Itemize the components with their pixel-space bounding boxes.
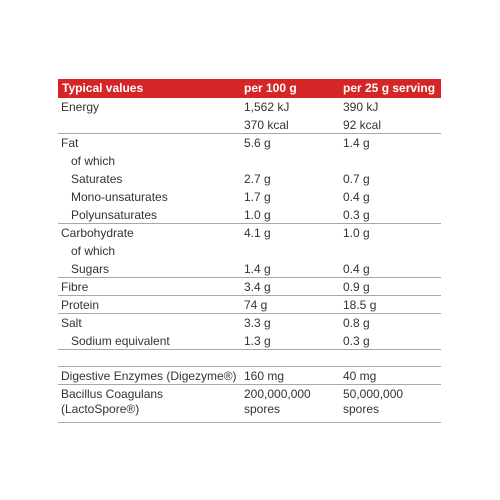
row-label: Energy: [61, 100, 100, 114]
row-per-serving: 0.3 g: [343, 208, 370, 222]
row-per-100g: 1.7 g: [244, 190, 271, 204]
table-row: [58, 296, 441, 314]
table-row: [58, 98, 441, 116]
nutrition-table: [58, 79, 441, 423]
row-label: Mono-unsaturates: [71, 190, 168, 204]
row-label: Bacillus Coagulans (LactoSpore®): [61, 387, 164, 416]
row-label: Sugars: [71, 262, 110, 276]
row-per-serving: 0.4 g: [343, 190, 370, 204]
row-per-100g: 200,000,000 spores: [244, 387, 311, 416]
table-row: [58, 332, 441, 350]
row-label: Fibre: [61, 280, 89, 294]
header-per-100g: per 100 g: [244, 81, 297, 95]
header-typical-values: Typical values: [62, 81, 144, 95]
row-per-serving: 0.7 g: [343, 172, 370, 186]
table-row: [58, 152, 441, 170]
row-label: Fat: [61, 136, 79, 150]
table-row: [58, 260, 441, 278]
row-label: Salt: [61, 316, 82, 330]
table-header: [58, 79, 441, 98]
row-per-serving: 1.0 g: [343, 226, 370, 240]
row-per-100g: 1.3 g: [244, 334, 271, 348]
row-label: Sodium equivalent: [71, 334, 170, 348]
table-row: [58, 170, 441, 188]
table-row: [58, 116, 441, 134]
row-per-100g: 4.1 g: [244, 226, 271, 240]
row-per-serving: 50,000,000 spores: [343, 387, 404, 416]
row-per-serving: 1.4 g: [343, 136, 370, 150]
row-per-100g: 370 kcal: [244, 118, 289, 132]
table-row: [58, 385, 441, 423]
table-row: [58, 278, 441, 296]
row-per-serving: 18.5 g: [343, 298, 377, 312]
header-per-serving: per 25 g serving: [343, 81, 436, 95]
row-label: Saturates: [71, 172, 123, 186]
row-per-serving: 0.9 g: [343, 280, 370, 294]
row-per-100g: 1.4 g: [244, 262, 271, 276]
row-label: Protein: [61, 298, 100, 312]
table-row: [58, 242, 441, 260]
row-per-100g: 160 mg: [244, 369, 285, 383]
row-per-100g: 2.7 g: [244, 172, 271, 186]
table-row: [58, 224, 441, 242]
row-per-serving: 0.8 g: [343, 316, 370, 330]
row-per-100g: 74 g: [244, 298, 268, 312]
row-per-serving: 0.3 g: [343, 334, 370, 348]
row-per-100g: 1.0 g: [244, 208, 271, 222]
table-row: [58, 367, 441, 385]
row-label: of which: [71, 244, 116, 258]
row-label: Digestive Enzymes (Digezyme®): [61, 369, 237, 383]
row-per-100g: 1,562 kJ: [244, 100, 290, 114]
row-per-serving: 40 mg: [343, 369, 377, 383]
row-label: Carbohydrate: [61, 226, 134, 240]
table-row: [58, 314, 441, 332]
table-row: [58, 134, 441, 152]
row-per-serving: 92 kcal: [343, 118, 382, 132]
row-label: of which: [71, 154, 116, 168]
section-spacer: [58, 350, 441, 367]
row-per-100g: 3.4 g: [244, 280, 271, 294]
row-per-100g: 5.6 g: [244, 136, 271, 150]
row-label: Polyunsaturates: [71, 208, 158, 222]
row-per-serving: 0.4 g: [343, 262, 370, 276]
table-row: [58, 206, 441, 224]
row-per-100g: 3.3 g: [244, 316, 271, 330]
row-per-serving: 390 kJ: [343, 100, 379, 114]
table-row: [58, 188, 441, 206]
